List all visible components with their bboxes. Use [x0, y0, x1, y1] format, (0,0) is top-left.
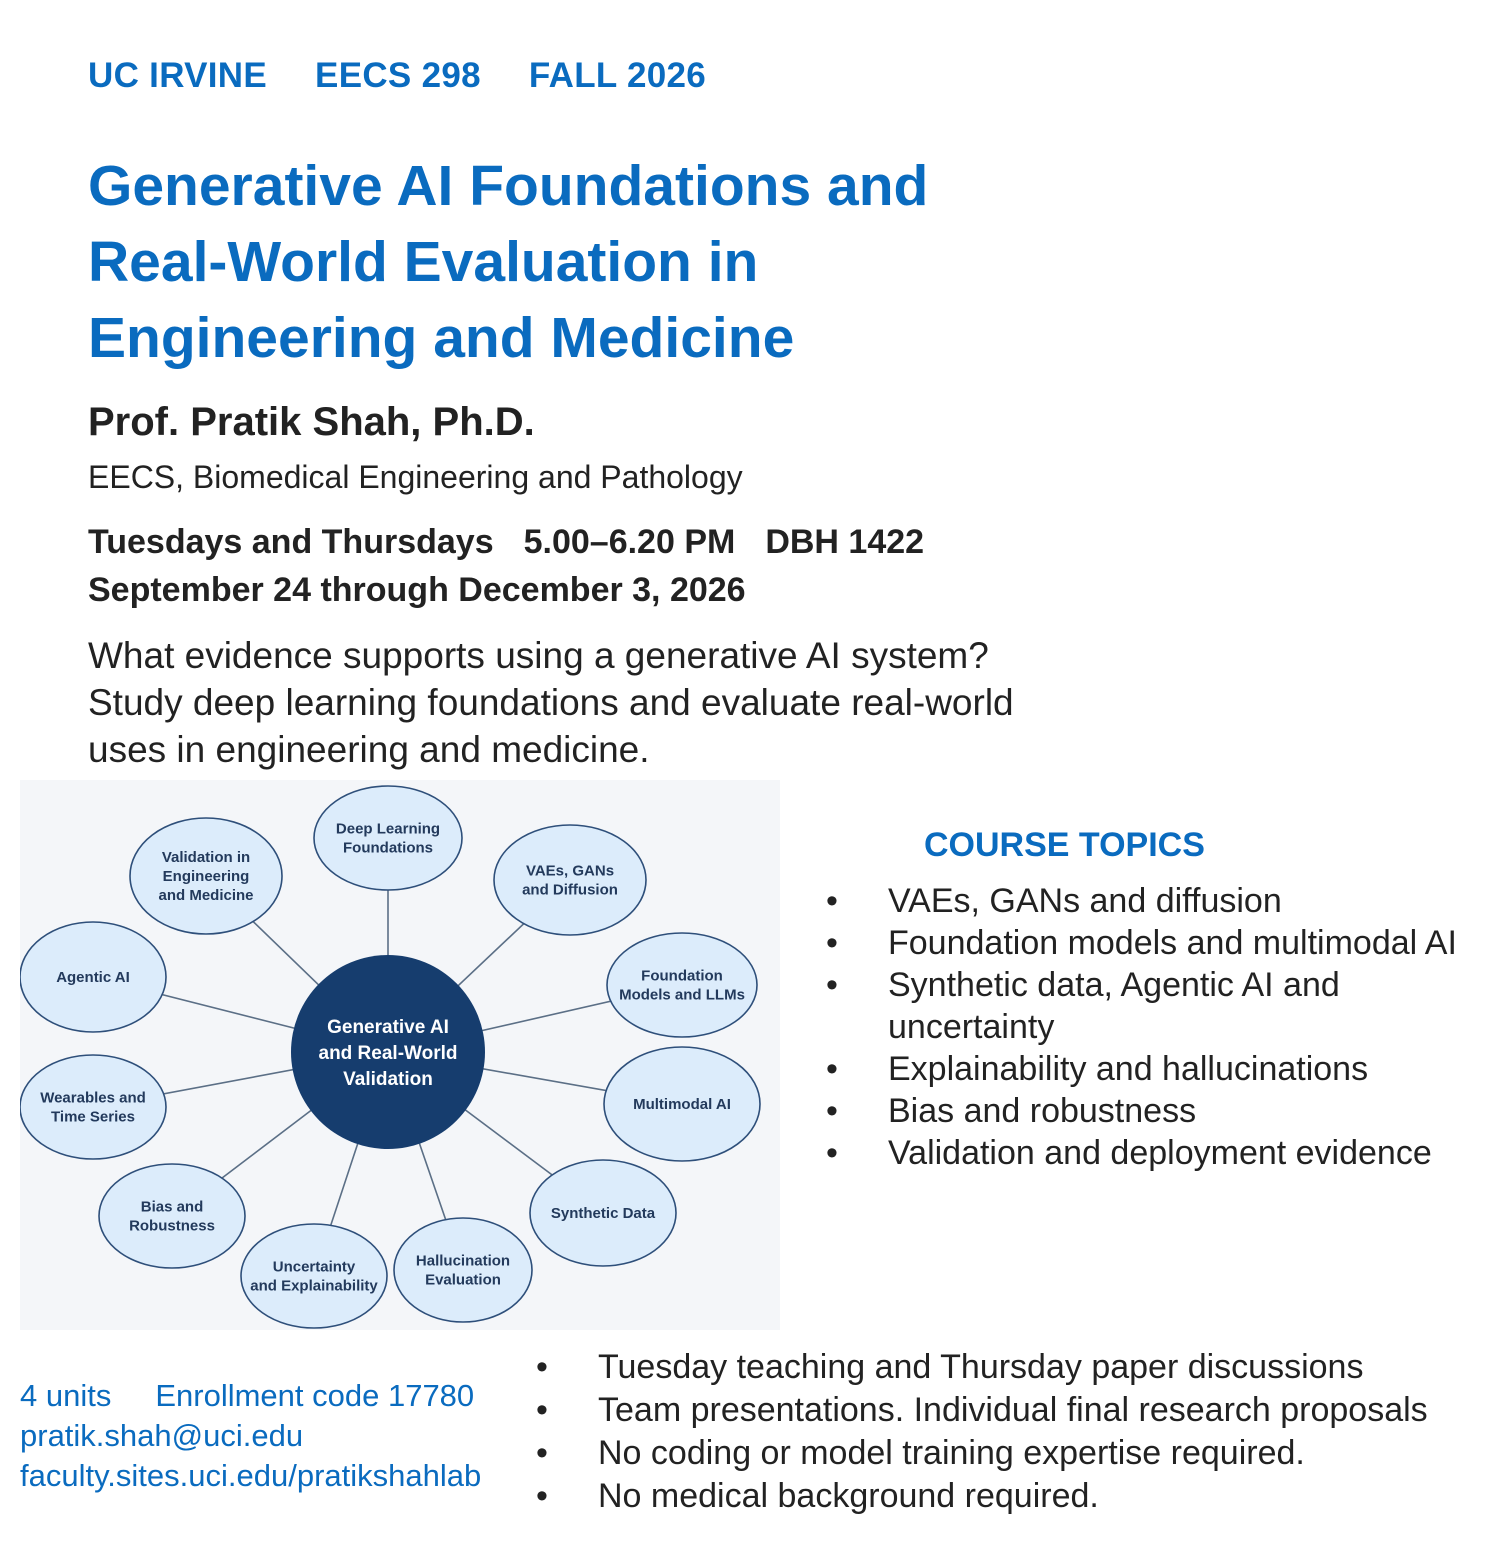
diagram-node-label: Models and LLMs — [619, 986, 745, 1004]
list-item — [826, 880, 1496, 922]
diagram-node-label: Synthetic Data — [550, 1205, 656, 1222]
diagram-node-label: Uncertainty — [272, 1258, 356, 1276]
diagram-node-label: Foundations — [343, 839, 433, 857]
bullet-icon: • — [826, 882, 838, 920]
term: FALL 2026 — [528, 56, 707, 95]
diagram-node — [314, 786, 462, 890]
schedule-room: DBH 1422 — [765, 523, 925, 561]
lead-line: What evidence supports using a generative AI system? — [88, 635, 989, 676]
list-item — [536, 1475, 1496, 1518]
diagram-node-label: Validation in — [161, 849, 251, 866]
diagram-node-label: Bias and — [140, 1198, 204, 1216]
diagram-node — [130, 818, 282, 934]
list-item — [536, 1346, 1496, 1389]
course-meta — [20, 1376, 481, 1496]
title-line: Real-World Evaluation in — [88, 230, 759, 294]
diagram-node-ellipse — [241, 1224, 387, 1328]
diagram-node-label: and Explainability — [250, 1277, 378, 1295]
list-item-text: Bias and robustness — [888, 1092, 1197, 1130]
course-title — [88, 148, 1188, 376]
course-code: EECS 298 — [315, 56, 481, 95]
bullet-icon: • — [826, 1134, 838, 1172]
title-line: Generative AI Foundations and — [88, 154, 929, 218]
diagram-node — [99, 1164, 245, 1268]
lab-website-link[interactable]: faculty.sites.uci.edu/pratikshahlab — [20, 1458, 482, 1493]
diagram-center-label: Validation — [343, 1069, 433, 1090]
course-header — [88, 56, 706, 96]
diagram-node-label: Engineering — [162, 868, 250, 885]
list-item — [826, 1048, 1496, 1090]
contact-email[interactable]: pratik.shah@uci.edu — [20, 1418, 304, 1453]
bullet-icon: • — [536, 1477, 548, 1515]
course-topics-list — [826, 880, 1496, 1174]
schedule-days: Tuesdays and Thursdays — [88, 523, 494, 561]
diagram-node — [394, 1218, 532, 1322]
list-item — [536, 1432, 1496, 1475]
course-format-list — [536, 1346, 1496, 1518]
list-item-text: Foundation models and multimodal AI — [888, 924, 1457, 962]
list-item-text: Tuesday teaching and Thursday paper discussions — [598, 1348, 1364, 1386]
list-item — [536, 1389, 1496, 1432]
bullet-icon: • — [826, 1092, 838, 1130]
diagram-node-label: VAEs, GANs — [525, 862, 615, 880]
diagram-node-label: Robustness — [129, 1217, 215, 1235]
course-topics-heading: COURSE TOPICS — [924, 826, 1205, 864]
diagram-node-label: Hallucination — [415, 1252, 511, 1270]
diagram-node-label: Deep Learning — [335, 820, 441, 838]
diagram-node-label: Time Series — [51, 1108, 135, 1126]
bullet-icon: • — [826, 1050, 838, 1088]
diagram-node-label: Agentic AI — [56, 969, 130, 986]
diagram-node — [241, 1224, 387, 1328]
instructor-name: Prof. Pratik Shah, Ph.D. — [88, 400, 535, 444]
list-item — [826, 922, 1496, 964]
diagram-node — [20, 922, 166, 1032]
list-item-text: Team presentations. Individual final research proposals — [598, 1391, 1428, 1429]
instructor-departments: EECS, Biomedical Engineering and Pathology — [88, 459, 743, 495]
schedule-dates: September 24 through December 3, 2026 — [88, 571, 746, 609]
list-item-text: Validation and deployment evidence — [888, 1134, 1432, 1172]
diagram-node-label: Wearables and — [40, 1089, 146, 1107]
diagram-node-label: Multimodal AI — [633, 1096, 731, 1113]
institution: UC IRVINE — [88, 56, 268, 95]
lead-line: uses in engineering and medicine. — [88, 729, 650, 770]
bullet-icon: • — [536, 1391, 548, 1429]
list-item-text: VAEs, GANs and diffusion — [888, 882, 1282, 920]
list-item-text: No coding or model training expertise required. — [598, 1434, 1305, 1472]
bullet-icon: • — [826, 924, 838, 962]
diagram-node — [530, 1160, 676, 1266]
diagram-center-label: and Real-World — [318, 1043, 458, 1064]
diagram-node-label: and Medicine — [158, 887, 254, 904]
diagram-node — [20, 1055, 166, 1159]
list-item-text: Synthetic data, Agentic AI and uncertainty — [888, 966, 1340, 1046]
schedule-time: 5.00–6.20 PM — [523, 523, 736, 561]
diagram-node — [604, 1047, 760, 1161]
list-item — [826, 1132, 1496, 1174]
list-item — [826, 1090, 1496, 1132]
diagram-node-ellipse — [607, 933, 757, 1037]
diagram-node-label: and Diffusion — [522, 881, 618, 899]
bullet-icon: • — [826, 966, 838, 1004]
diagram-node-ellipse — [99, 1164, 245, 1268]
topic-diagram — [20, 780, 780, 1330]
course-units: 4 units — [20, 1378, 112, 1413]
lead-line: Study deep learning foundations and evaluate real-world — [88, 682, 1014, 723]
diagram-node-ellipse — [20, 1055, 166, 1159]
diagram-node — [494, 825, 646, 935]
list-item — [826, 964, 1496, 1048]
bullet-icon: • — [536, 1348, 548, 1386]
enrollment-code: Enrollment code 17780 — [155, 1378, 475, 1413]
list-item-text: Explainability and hallucinations — [888, 1050, 1369, 1088]
list-item-text: No medical background required. — [598, 1477, 1099, 1515]
title-line: Engineering and Medicine — [88, 306, 795, 370]
diagram-node — [607, 933, 757, 1037]
schedule — [88, 518, 924, 614]
diagram-node-ellipse — [494, 825, 646, 935]
diagram-node-label: Evaluation — [425, 1271, 501, 1289]
diagram-node-label: Foundation — [641, 967, 723, 985]
diagram-center-label: Generative AI — [327, 1017, 449, 1038]
bullet-icon: • — [536, 1434, 548, 1472]
diagram-node-ellipse — [314, 786, 462, 890]
diagram-node-ellipse — [394, 1218, 532, 1322]
lead-paragraph — [88, 632, 1188, 773]
